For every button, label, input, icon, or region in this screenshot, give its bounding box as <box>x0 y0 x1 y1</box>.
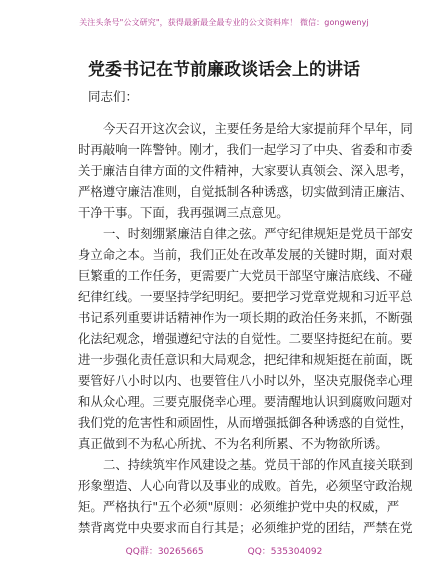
body-line: 要管好八小时以内、也要管住八小时以外，坚决克服侥幸心理 <box>78 373 413 388</box>
body-line: 和从众心理。三要克服侥幸心理。要清醒地认识到腐败问题对 <box>78 394 413 409</box>
body-line: 二、持续筑牢作风建设之基。党员干部的作风直接关联到 <box>103 457 413 472</box>
body-line: 我们党的危害性和顽固性，从而增强抵御各种诱惑的自觉性， <box>78 415 413 430</box>
body-line: 纪律红线。一要坚持学纪明纪。要把学习党章党规和习近平总 <box>78 289 413 304</box>
footer-qq: QQ：535304092 <box>247 547 323 557</box>
document-title: 党委书记在节前廉政谈话会上的讲话 <box>88 60 360 80</box>
body-line: 禁背离党中央要求而自行其是；必须维护党的团结，严禁在党 <box>78 520 413 535</box>
body-line: 化法纪观念，增强遵纪守法的自觉性。二要坚持挺纪在前。要 <box>78 331 413 346</box>
body-line: 严格遵守廉洁准则，自觉抵制各种诱惑，切实做到清正廉洁、 <box>78 184 413 199</box>
footer-qq-group: QQ群：30265665 <box>125 547 204 557</box>
body-line: 巨繁重的工作任务，更需要广大党员干部坚守廉洁底线、不碰 <box>78 268 413 283</box>
body-line: 时再敲响一阵警钟。刚才，我们一起学习了中央、省委和市委 <box>78 142 413 157</box>
body-line: 矩。严格执行"五个必须"原则：必须维护党中央的权威，严 <box>78 499 400 514</box>
body-line: 一、时刻绷紧廉洁自律之弦。严守纪律规矩是党员干部安 <box>103 226 413 241</box>
body-line: 进一步强化责任意识和大局观念，把纪律和规矩挺在前面，既 <box>78 352 413 367</box>
top-promo-banner: 关注头条号"公文研究"，获得最新最全最专业的公文资料库！ 微信：gongwenyj <box>79 18 369 27</box>
body-line: 今天召开这次会议，主要任务是给大家提前拜个早年，同 <box>103 121 413 136</box>
body-line: 形象塑造、人心向背以及事业的成败。首先，必须坚守政治规 <box>78 478 413 493</box>
footer-contact <box>0 544 448 557</box>
body-line: 干净干事。下面，我再强调三点意见。 <box>78 205 289 220</box>
document-body <box>78 118 413 538</box>
body-line: 真正做到不为私心所扰、不为名利所累、不为物欲所诱。 <box>78 436 388 451</box>
body-line: 身立命之本。当前，我们正处在改革发展的关键时期，面对艰 <box>78 247 413 262</box>
salutation: 同志们： <box>88 89 139 104</box>
body-line: 书记系列重要讲话精神作为一项长期的政治任务来抓，不断强 <box>78 310 413 325</box>
body-line: 关于廉洁自律方面的文件精神，大家要认真领会、深入思考， <box>78 163 413 178</box>
